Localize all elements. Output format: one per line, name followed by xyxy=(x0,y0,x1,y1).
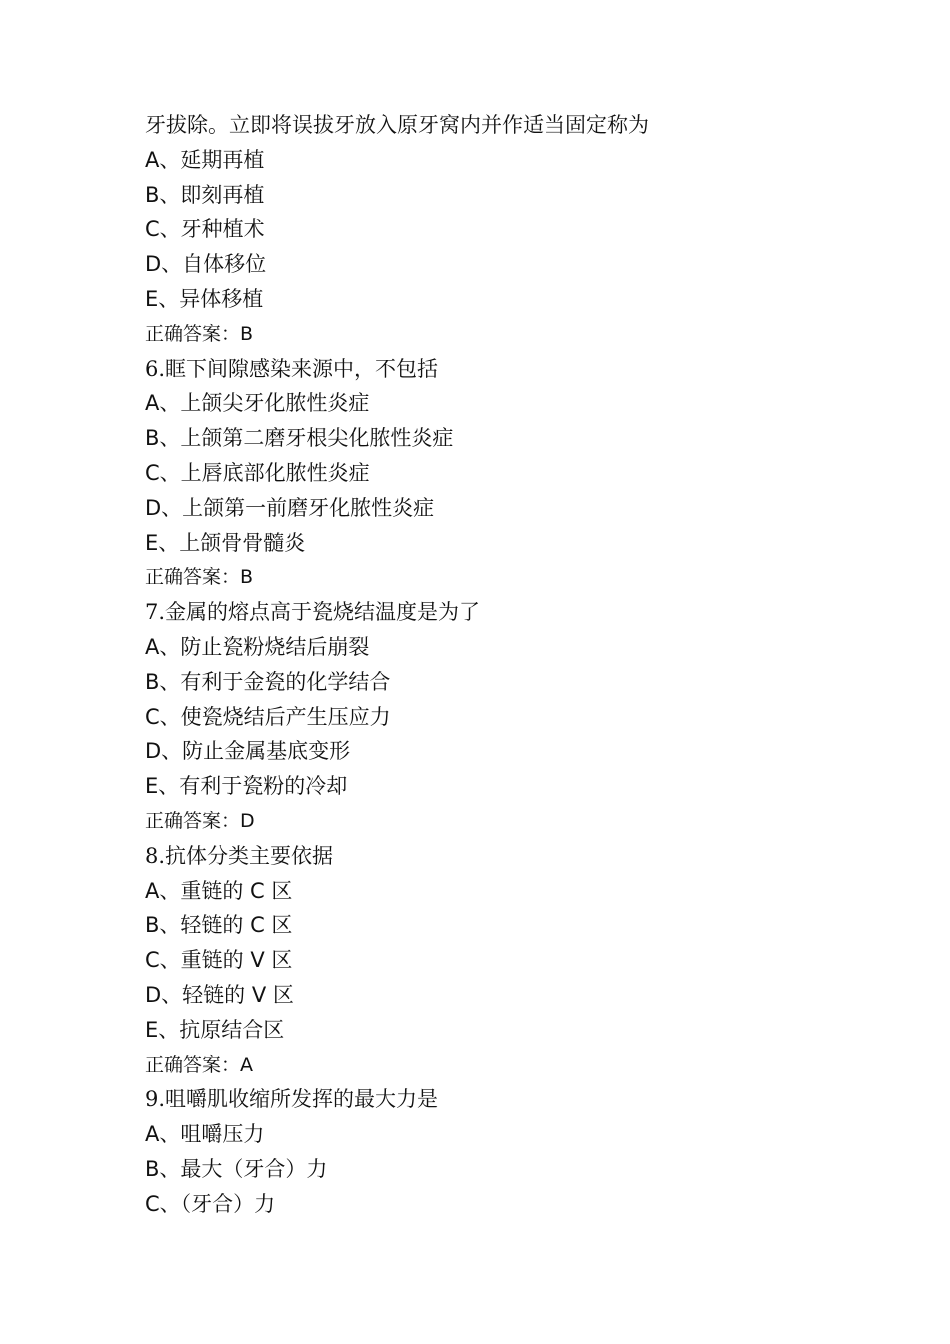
option-b: B、轻链的 C 区 xyxy=(145,913,293,938)
answer-line: 正确答案：B xyxy=(145,566,254,589)
question-9: 9.咀嚼肌收缩所发挥的最大力是 xyxy=(145,1087,439,1112)
option-c: C、（牙合）力 xyxy=(145,1191,276,1216)
option-a: A、重链的 C 区 xyxy=(145,878,293,903)
option-a: A、咀嚼压力 xyxy=(145,1122,265,1147)
answer-line: 正确答案：A xyxy=(145,1053,253,1076)
question-8: 8.抗体分类主要依据 xyxy=(145,843,334,868)
question-7: 7.金属的熔点高于瓷烧结温度是为了 xyxy=(145,600,481,625)
option-c: C、上唇底部化脓性炎症 xyxy=(145,460,370,485)
option-e: E、有利于瓷粉的冷却 xyxy=(145,774,348,799)
option-a: A、防止瓷粉烧结后崩裂 xyxy=(145,634,370,659)
answer-line: 正确答案：B xyxy=(145,322,254,345)
question-6: 6.眶下间隙感染来源中，不包括 xyxy=(145,356,439,381)
document-content xyxy=(145,108,845,1222)
option-d: D、防止金属基底变形 xyxy=(145,739,351,764)
option-b: B、即刻再植 xyxy=(145,182,265,207)
option-a: A、延期再植 xyxy=(145,147,265,172)
option-e: E、抗原结合区 xyxy=(145,1017,285,1042)
option-e: E、异体移植 xyxy=(145,286,264,311)
option-b: B、最大（牙合）力 xyxy=(145,1156,328,1181)
option-d: D、自体移位 xyxy=(145,252,267,277)
question-text-continued: 牙拔除。立即将误拔牙放入原牙窝内并作适当固定称为 xyxy=(145,113,649,137)
answer-line: 正确答案：D xyxy=(145,809,255,832)
option-c: C、重链的 V 区 xyxy=(145,948,293,973)
option-d: D、上颌第一前磨牙化脓性炎症 xyxy=(145,495,435,520)
option-e: E、上颌骨骨髓炎 xyxy=(145,530,306,555)
option-b: B、上颌第二磨牙根尖化脓性炎症 xyxy=(145,426,454,451)
option-b: B、有利于金瓷的化学结合 xyxy=(145,669,391,694)
option-c: C、使瓷烧结后产生压应力 xyxy=(145,704,391,729)
option-a: A、上颌尖牙化脓性炎症 xyxy=(145,391,370,416)
option-d: D、轻链的 V 区 xyxy=(145,982,294,1007)
option-c: C、牙种植术 xyxy=(145,217,265,242)
